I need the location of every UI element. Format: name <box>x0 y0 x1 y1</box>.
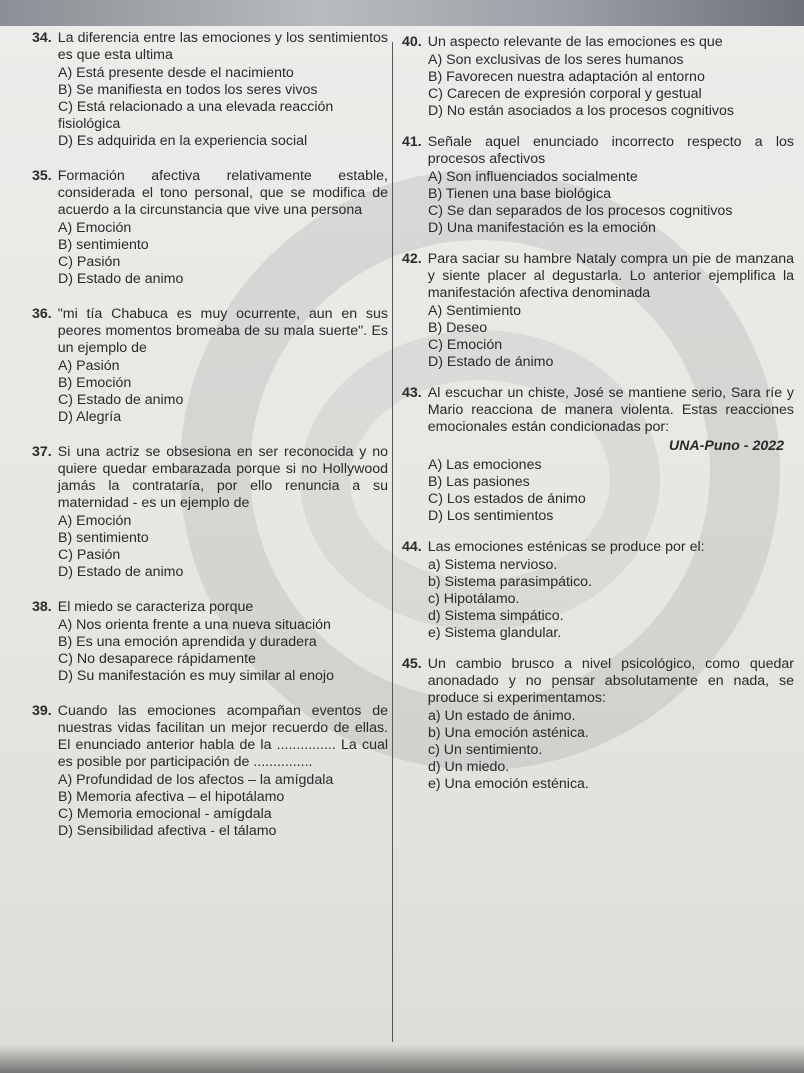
question-header <box>402 656 794 707</box>
answer-option: A) Las emociones <box>428 457 542 473</box>
answer-option: d) Sistema simpático. <box>428 608 564 624</box>
exam-source-label: UNA-Puno - 2022 <box>668 438 784 454</box>
question-number: 40. <box>402 34 422 50</box>
answer-option: A) Pasión <box>58 358 120 374</box>
question-43 <box>402 385 794 525</box>
question-text: La diferencia entre las emociones y los sentimientos es que esta ultima <box>57 30 388 63</box>
question-header <box>32 599 388 616</box>
answer-option: A) Son exclusivas de los seres humanos <box>428 52 684 68</box>
question-40 <box>402 34 794 120</box>
question-header <box>402 34 794 51</box>
question-number: 38. <box>32 599 52 615</box>
question-header <box>402 539 794 556</box>
answer-option: D) Estado de ánimo <box>428 354 554 370</box>
right-column <box>402 34 794 793</box>
answer-option: b) Una emoción asténica. <box>428 725 589 741</box>
question-45 <box>402 656 794 793</box>
answer-option: b) Sistema parasimpático. <box>428 574 593 590</box>
answer-option: D) No están asociados a los procesos cognitivos <box>428 103 734 119</box>
question-number: 45. <box>402 656 422 672</box>
question-number: 39. <box>32 703 52 719</box>
question-text: Un cambio brusco a nivel psicológico, como quedar anonadado y no pensar absolutamente en nada, se produce si experimentamos: <box>427 656 794 706</box>
question-header <box>32 168 388 219</box>
answer-option: C) Carecen de expresión corporal y gestual <box>428 86 702 102</box>
answer-option: C) Se dan separados de los procesos cognitivos <box>428 203 733 219</box>
question-35 <box>32 168 388 288</box>
left-column <box>32 30 388 840</box>
question-number: 43. <box>402 385 422 401</box>
question-text: El miedo se caracteriza porque <box>57 599 254 615</box>
question-number: 37. <box>32 444 52 460</box>
question-number: 41. <box>402 134 422 150</box>
bottom-shadow <box>0 1045 804 1073</box>
answer-options <box>58 513 388 581</box>
question-number: 35. <box>32 168 52 184</box>
top-edge-strip <box>0 0 804 26</box>
answer-option: D) Los sentimientos <box>428 508 554 524</box>
question-38 <box>32 599 388 685</box>
answer-option: a) Un estado de ánimo. <box>428 708 576 724</box>
column-divider <box>392 42 393 1042</box>
question-header <box>402 385 794 436</box>
answer-option: B) Es una emoción aprendida y duradera <box>58 634 317 650</box>
question-number: 42. <box>402 251 422 267</box>
answer-options <box>428 457 794 525</box>
answer-option: A) Está presente desde el nacimiento <box>58 65 294 81</box>
answer-options <box>58 358 388 426</box>
answer-option: A) Son influenciados socialmente <box>428 169 638 185</box>
question-text: Formación afectiva relativamente estable, considerada el tono personal, que se modifica de acuerdo a la circunstancia que vive una persona <box>57 168 388 218</box>
question-number: 34. <box>32 30 52 46</box>
answer-options <box>428 557 794 642</box>
answer-option: A) Profundidad de los afectos – la amígdala <box>58 772 334 788</box>
answer-option: d) Un miedo. <box>428 759 510 775</box>
answer-option: c) Un sentimiento. <box>428 742 543 758</box>
question-text: Cuando las emociones acompañan eventos de nuestras vidas facilitan un mejor recuerdo de ellas. El enunciado anterior habla de la ............... La cual es posible por participación de ............... <box>57 703 388 770</box>
answer-option: C) No desaparece rápidamente <box>58 651 256 667</box>
answer-option: B) sentimiento <box>58 237 149 253</box>
question-header <box>32 306 388 357</box>
answer-option: D) Su manifestación es muy similar al enojo <box>58 668 334 684</box>
question-number: 44. <box>402 539 422 555</box>
answer-option: e) Sistema glandular. <box>428 625 562 641</box>
answer-options <box>58 772 388 840</box>
question-41 <box>402 134 794 237</box>
answer-option: A) Emoción <box>58 513 132 529</box>
question-text: "mi tía Chabuca es muy ocurrente, aun en sus peores momentos bromeaba de su mala suerte". Es un ejemplo de <box>57 306 388 356</box>
question-header <box>32 703 388 771</box>
answer-option: B) Memoria afectiva – el hipotálamo <box>58 789 285 805</box>
answer-option: D) Es adquirida en la experiencia social <box>58 133 308 149</box>
answer-option: D) Estado de animo <box>58 271 184 287</box>
answer-option: A) Nos orienta frente a una nueva situación <box>58 617 331 633</box>
answer-option: D) Alegría <box>58 409 122 425</box>
question-37 <box>32 444 388 581</box>
answer-options <box>428 169 794 237</box>
answer-option: B) Se manifiesta en todos los seres vivos <box>58 82 318 98</box>
answer-option: B) Favorecen nuestra adaptación al entorno <box>428 69 705 85</box>
question-39 <box>32 703 388 840</box>
question-44 <box>402 539 794 642</box>
answer-options <box>58 617 388 685</box>
question-text: Si una actriz se obsesiona en ser reconocida y no quiere quedar embarazada porque si no Hollywood jamás la contrataría, por ello renuncia a su maternidad - es un ejemplo de <box>57 444 388 511</box>
answer-option: C) Los estados de ánimo <box>428 491 586 507</box>
question-text: Para saciar su hambre Nataly compra un pie de manzana y siente placer al degustarla. Lo anterior ejemplifica la manifestación afectiva denominada <box>427 251 794 301</box>
answer-option: A) Sentimiento <box>428 303 522 319</box>
answer-options <box>428 708 794 793</box>
answer-option: D) Sensibilidad afectiva - el tálamo <box>58 823 277 839</box>
answer-options <box>58 65 388 150</box>
answer-option: B) Emoción <box>58 375 132 391</box>
answer-option: A) Emoción <box>58 220 132 236</box>
answer-options <box>58 220 388 288</box>
answer-options <box>428 52 794 120</box>
answer-option: C) Está relacionado a una elevada reacción fisiológica <box>58 99 334 132</box>
answer-option: D) Estado de animo <box>58 564 184 580</box>
answer-option: C) Estado de animo <box>58 392 184 408</box>
answer-option: a) Sistema nervioso. <box>428 557 558 573</box>
question-header <box>402 134 794 168</box>
question-header <box>32 444 388 512</box>
answer-option: B) Las pasiones <box>428 474 530 490</box>
answer-option: C) Memoria emocional - amígdala <box>58 806 272 822</box>
question-text: Las emociones esténicas se produce por el: <box>427 539 705 555</box>
answer-option: D) Una manifestación es la emoción <box>428 220 656 236</box>
question-number: 36. <box>32 306 52 322</box>
answer-option: e) Una emoción esténica. <box>428 776 589 792</box>
question-header <box>32 30 388 64</box>
answer-option: c) Hipotálamo. <box>428 591 520 607</box>
answer-options <box>428 303 794 371</box>
answer-option: C) Pasión <box>58 547 121 563</box>
answer-option: B) Tienen una base biológica <box>428 186 611 202</box>
question-34 <box>32 30 388 150</box>
question-36 <box>32 306 388 426</box>
answer-option: C) Emoción <box>428 337 503 353</box>
question-header <box>402 251 794 302</box>
question-text: Al escuchar un chiste, José se mantiene serio, Sara ríe y Mario reacciona de manera violenta. Estas reacciones emocionales están condicionadas por: <box>427 385 794 435</box>
answer-option: B) Deseo <box>428 320 488 336</box>
answer-option: C) Pasión <box>58 254 121 270</box>
question-42 <box>402 251 794 371</box>
answer-option: B) sentimiento <box>58 530 149 546</box>
question-text: Un aspecto relevante de las emociones es que <box>427 34 723 50</box>
question-text: Señale aquel enunciado incorrecto respecto a los procesos afectivos <box>427 134 794 167</box>
